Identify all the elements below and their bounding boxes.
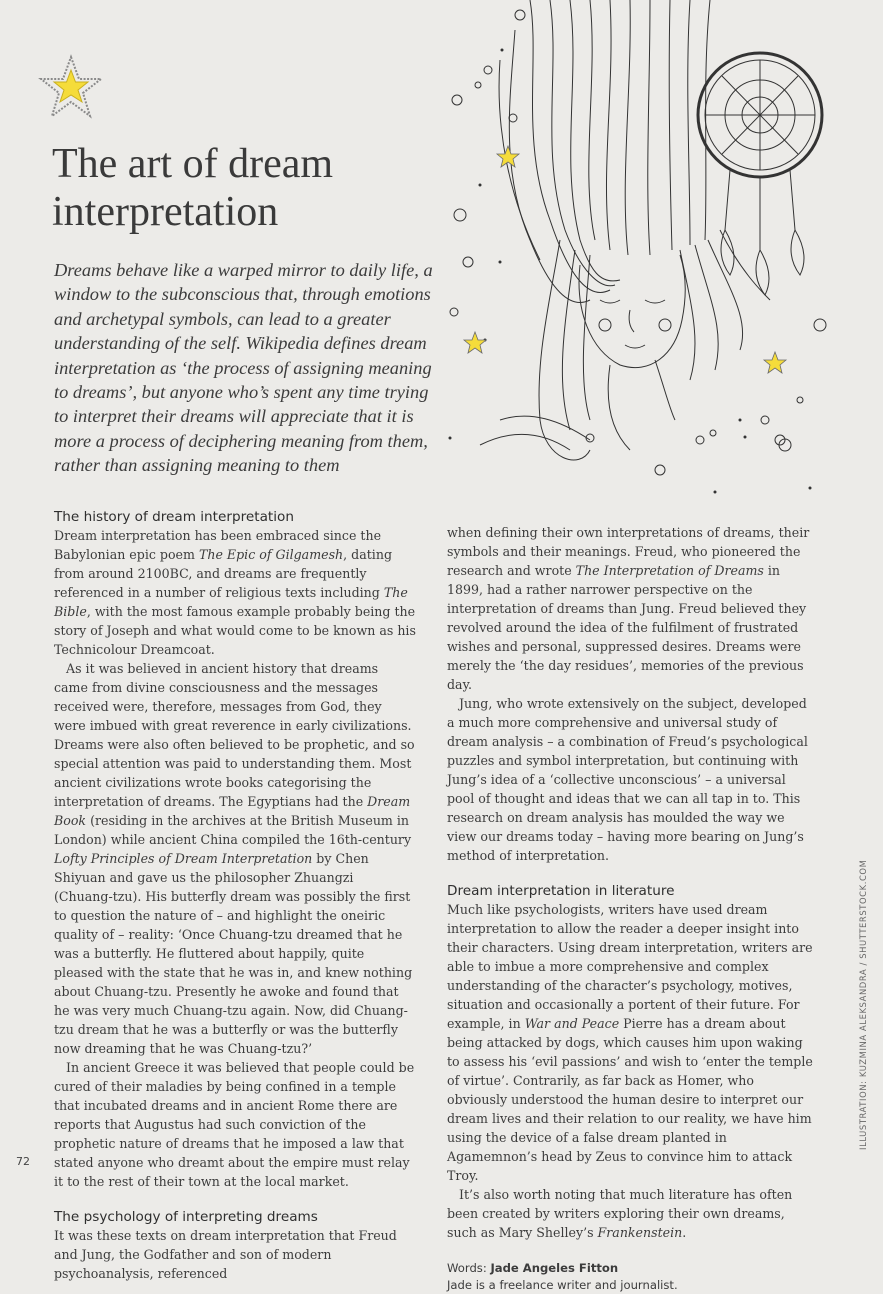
credit-label: Words: xyxy=(447,1261,491,1275)
page-number: 72 xyxy=(16,1155,30,1168)
page-title: The art of dream interpretation xyxy=(52,141,334,235)
psychology-paragraph-1-start: It was these texts on dream interpretation that Freud and Jung, the Godfather and son of modern psychoanalysis, referenced xyxy=(54,1228,397,1281)
history-paragraph-2: As it was believed in ancient history that dreams came from divine consciousness and the messages received were, therefore, messages from God, they were imbued with great reverence in early civilizations. Dreams were also often believed to be prophetic, and so special attention was paid to understanding them. Most ancient civilizations wrote books categorising the interpretation of dreams. The Egyptians had the Dream Book (residing in the archives at the British Museum in London) while ancient China compiled the 16th-century Lofty Principles of Dream Interpretation by Chen Shiyuan and gave us the philosopher Zhuangzi (Chuang-tzu). His butterfly dream was possibly the first to question the nature of – and highlight the oneiric quality of – reality: ‘Once Chuang-tzu dreamed that he was a butterfly. He fluttered about happily, quite pleased with the state that he was in, and knew nothing about Chuang-tzu. Presently he awoke and found that he was very much Chuang-tzu again. Now, did Chuang-tzu dream that he was a butterfly or was the butterfly now dreaming that he was Chuang-tzu?’ xyxy=(54,661,415,1056)
psychology-paragraph-1-continued: when defining their own interpretations of dreams, their symbols and their meanings. Freud, who pioneered the research and wrote The Interpretation of Dreams in 1899, had a rather narrower perspective on the interpretation of dreams than Jung. Freud believed they revolved around the idea of the fulfilment of frustrated wishes and personal, suppressed desires. Dreams were merely the ‘the day residues’, memories of the previous day. xyxy=(447,525,810,692)
section-heading-psychology: The psychology of interpreting dreams xyxy=(54,1209,318,1225)
history-paragraph-1: Dream interpretation has been embraced since the Babylonian epic poem The Epic of Gilgamesh, dating from around 2100BC, and dreams are frequently referenced in a number of religious texts including The Bible, with the most famous example probably being the story of Joseph and what would come to be known as his Technicolour Dreamcoat. xyxy=(54,528,416,657)
author-credit xyxy=(447,1260,815,1294)
literature-paragraph-2: It’s also worth noting that much literature has often been created by writers exploring their own dreams, such as Mary Shelley’s Frankenstein. xyxy=(447,1187,793,1240)
section-heading-literature: Dream interpretation in literature xyxy=(447,883,675,899)
author-bio: Jade is a freelance writer and journalist. xyxy=(447,1278,678,1292)
section-heading-history: The history of dream interpretation xyxy=(54,509,294,525)
psychology-paragraph-2: Jung, who wrote extensively on the subject, developed a much more comprehensive and universal study of dream analysis – a combination of Freud’s psychological puzzles and symbol interpretation, but continuing with Jung’s idea of a ‘collective unconscious’ – a universal pool of thought and ideas that we can all tap in to. This research on dream analysis has moulded the way we view our dreams today – having more bearing on Jung’s method of interpretation. xyxy=(447,696,808,863)
intro-paragraph: Dreams behave like a warped mirror to daily life, a window to the subconscious that, through emotions and archetypal symbols, can lead to a greater understanding of the self. Wikipedia defines dream interpretation as ‘the process of assigning meaning to dreams’, but anyone who’s spent any time trying to interpret their dreams will appreciate that it is more a process of deciphering meaning from them, rather than assigning meaning to them xyxy=(54,260,433,476)
illustration-credit: ILLUSTRATION: KUZMINA ALEKSANDRA / SHUTTERSTOCK.COM xyxy=(858,859,868,1150)
history-paragraph-3: In ancient Greece it was believed that people could be cured of their maladies by being confined in a temple that incubated dreams and in ancient Rome there are reports that Augustus had such conviction of the prophetic nature of dreams that he imposed a law that stated anyone who dreamt about the empire must relay it to the rest of their town at the local market. xyxy=(54,1060,415,1189)
literature-paragraph-1: Much like psychologists, writers have used dream interpretation to allow the reader a deeper insight into their characters. Using dream interpretation, writers are able to imbue a more comprehensive and complex understanding of the character’s psychology, motives, situation and occasionally a portent of their future. For example, in War and Peace Pierre has a dream about being attacked by dogs, which causes him upon waking to assess his ‘evil passions’ and wish to ‘enter the temple of virtue’. Contrarily, as far back as Homer, who obviously understood the human desire to interpret our dream lives and their relation to our reality, we have him using the device of a false dream planted in Agamemnon’s head by Zeus to convince him to attack Troy. xyxy=(447,902,813,1183)
article-column-right xyxy=(447,523,815,1294)
author-name: Jade Angeles Fitton xyxy=(490,1261,619,1275)
star-icon xyxy=(38,54,104,120)
dreamcatcher-woman-illustration xyxy=(440,0,883,510)
article-column-left xyxy=(54,508,416,1283)
